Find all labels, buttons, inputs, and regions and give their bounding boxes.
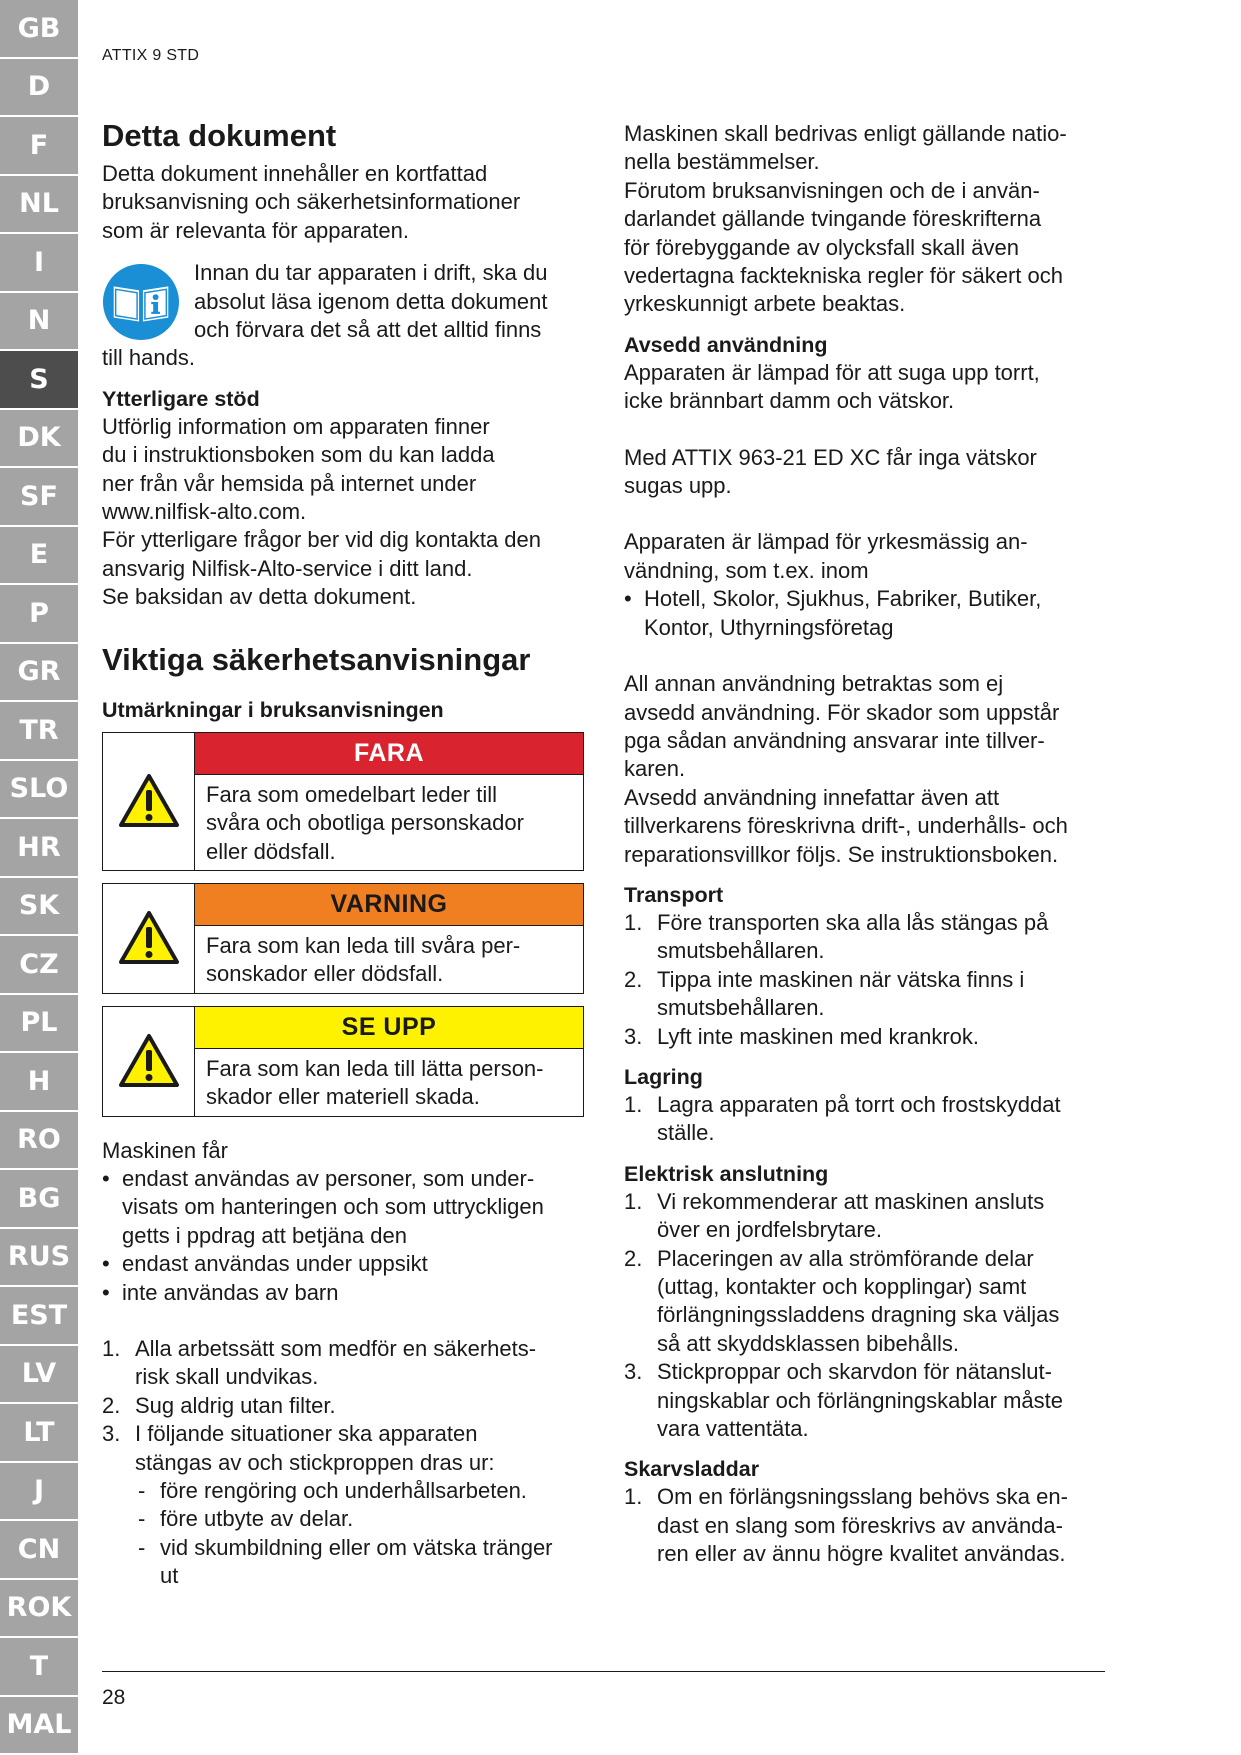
notice-line: och förvara det så att det alltid finns — [194, 317, 542, 343]
doc-intro-line: Detta dokument innehåller en kortfattad — [102, 161, 488, 186]
list-item: • endast användas av personer, som under- visats om hanteringen och som uttryckligen getts i ppdrag att betjäna den — [102, 1165, 588, 1250]
transport-list — [624, 909, 1109, 1051]
text-line: Med ATTIX 963-21 ED XC får inga vätskor — [624, 444, 1037, 470]
list-item: • inte användas av barn — [102, 1279, 588, 1307]
machine-may-list — [102, 1165, 588, 1307]
hazard-text-line: Fara som kan leda till svåra per- — [206, 932, 521, 958]
doc-intro — [102, 160, 588, 245]
warning-triangle-icon — [103, 733, 195, 870]
language-tab-hr[interactable]: HR — [0, 819, 78, 878]
extension-cords-heading: Skarvsladdar — [624, 1457, 760, 1482]
hazard-text-line: skador eller materiell skada. — [206, 1084, 480, 1110]
read-manual-notice — [102, 259, 588, 373]
text-line: vändning, som t.ex. inom — [624, 557, 869, 583]
language-tab-nl[interactable]: NL — [0, 176, 78, 235]
list-item: 1. Alla arbetssätt som medför en säkerhets- risk skall undvikas. — [102, 1335, 537, 1390]
hazard-text-line: svåra och obotliga personskador — [206, 810, 524, 836]
text-line: darlandet gällande tvingande föreskrifterna — [624, 206, 1042, 232]
markings-heading: Utmärkningar i bruksanvisningen — [102, 697, 444, 722]
list-item: 3. Lyft inte maskinen med krankrok. — [624, 1023, 979, 1049]
intended-use-examples — [624, 585, 1109, 642]
text-line: Avsedd användning innefattar även att — [624, 784, 1000, 810]
text-line: reparationsvillkor följs. Se instruktionsboken. — [624, 841, 1059, 867]
text-line: All annan användning betraktas som ej — [624, 671, 1004, 697]
manual-info-icon — [102, 263, 180, 341]
text-line: pga sådan användning ansvarar inte tillver- — [624, 727, 1045, 753]
hazard-text-line: eller dödsfall. — [206, 838, 336, 864]
notice-line: till hands. — [102, 345, 195, 371]
list-item: 2. Placeringen av alla strömförande delar (uttag, kontakter och kopplingar) samt förlängningssladdens dragning ska väljas så att skyddsklassen bibehålls. — [624, 1245, 1060, 1356]
storage-heading: Lagring — [624, 1064, 703, 1089]
language-tab-cz[interactable]: CZ — [0, 936, 78, 995]
language-tab-lt[interactable]: LT — [0, 1404, 78, 1463]
language-tab-s[interactable]: S — [0, 351, 78, 410]
page-number: 28 — [102, 1686, 126, 1709]
warning-triangle-icon — [103, 1007, 195, 1116]
list-item: 2. Sug aldrig utan filter. — [102, 1392, 336, 1418]
list-item: • endast användas under uppsikt — [102, 1250, 588, 1278]
left-column — [102, 118, 588, 1591]
support-text — [102, 413, 588, 612]
support-line: du i instruktionsboken som du kan ladda — [102, 442, 495, 468]
list-item: 1. Före transporten ska alla lås stängas på smutsbehållaren. — [624, 909, 1049, 964]
language-tab-mal[interactable]: MAL — [0, 1697, 78, 1755]
language-tab-est[interactable]: EST — [0, 1287, 78, 1346]
text-line: vedertagna facktekniska regler för säkert och — [624, 263, 1064, 289]
hazard-level-caution: SE UPP — [195, 1007, 583, 1049]
list-item: - före rengöring och underhållsarbeten. — [135, 1477, 588, 1505]
hazard-text-line: Fara som kan leda till lätta person- — [206, 1055, 544, 1081]
language-tab-p[interactable]: P — [0, 585, 78, 644]
hazard-box-caution — [102, 1006, 584, 1117]
language-tab-tr[interactable]: TR — [0, 702, 78, 761]
transport-heading: Transport — [624, 882, 724, 907]
language-tab-gr[interactable]: GR — [0, 644, 78, 703]
notice-line: Innan du tar apparaten i drift, ska du — [194, 260, 548, 286]
language-tab-sk[interactable]: SK — [0, 878, 78, 937]
safety-heading: Viktiga säkerhetsanvisningar — [102, 641, 531, 677]
language-tab-t[interactable]: T — [0, 1638, 78, 1697]
language-tab-h[interactable]: H — [0, 1053, 78, 1112]
language-tab-bg[interactable]: BG — [0, 1170, 78, 1229]
language-tab-gb[interactable]: GB — [0, 0, 78, 59]
list-item: 1. Vi rekommenderar att maskinen ansluts över en jordfelsbrytare. — [624, 1188, 1045, 1243]
hazard-box-danger — [102, 732, 584, 871]
support-website-line: www.nilfisk-alto.com. — [102, 499, 307, 525]
extension-cords-list — [624, 1483, 1109, 1568]
text-line: för förebyggande av olycksfall skall även — [624, 234, 1019, 260]
language-tab-ro[interactable]: RO — [0, 1112, 78, 1171]
text-line: yrkeskunnigt arbete beaktas. — [624, 291, 906, 317]
hazard-box-warning — [102, 883, 584, 994]
text-line: sugas upp. — [624, 473, 732, 499]
text-line: Apparaten är lämpad för yrkesmässig an- — [624, 529, 1028, 555]
language-tab-strip — [0, 0, 78, 1755]
hazard-level-warning: VARNING — [195, 884, 583, 926]
language-tab-e[interactable]: E — [0, 527, 78, 586]
language-tab-n[interactable]: N — [0, 293, 78, 352]
list-item: 2. Tippa inte maskinen när vätska finns i smutsbehållaren. — [624, 966, 1025, 1021]
support-line: För ytterligare frågor ber vid dig kontakta den — [102, 527, 542, 553]
language-tab-dk[interactable]: DK — [0, 410, 78, 469]
support-line: ansvarig Nilfisk-Alto-service i ditt land. — [102, 555, 473, 581]
intended-use-heading: Avsedd användning — [624, 332, 828, 357]
support-line: Se baksidan av detta dokument. — [102, 584, 417, 610]
notice-line: absolut läsa igenom detta dokument — [194, 288, 548, 314]
text-line: Förutom bruksanvisningen och de i använ- — [624, 177, 1040, 203]
support-line: ner från vår hemsida på internet under — [102, 470, 477, 496]
regulations-text — [624, 120, 1109, 319]
language-tab-sf[interactable]: SF — [0, 468, 78, 527]
list-item: 3. Stickproppar och skarvdon för nätanslut- ningskablar och förlängningskablar måste vara vattentäta. — [624, 1359, 1064, 1442]
language-tab-d[interactable]: D — [0, 59, 78, 118]
text-line: Apparaten är lämpad för att suga upp torrt, — [624, 359, 1040, 385]
hazard-text-line: Fara som omedelbart leder till — [206, 781, 498, 807]
safety-rules-list — [102, 1335, 588, 1477]
list-item: 3. I följande situationer ska apparaten stängas av och stickproppen dras ur: — [102, 1421, 495, 1475]
electrical-heading: Elektrisk anslutning — [624, 1161, 829, 1186]
language-tab-lv[interactable]: LV — [0, 1346, 78, 1405]
text-line: nella bestämmelser. — [624, 149, 820, 175]
language-tab-rok[interactable]: ROK — [0, 1580, 78, 1639]
doc-intro-line: bruksanvisning och säkerhetsinformationer — [102, 189, 521, 215]
list-item: - vid skumbildning eller om vätska tränger ut — [135, 1534, 588, 1591]
list-item: • Hotell, Skolor, Sjukhus, Fabriker, Butiker, Kontor, Uthyrningsföretag — [624, 585, 1109, 642]
electrical-list — [624, 1188, 1109, 1444]
page-header-model: ATTIX 9 STD — [102, 47, 200, 64]
language-tab-cn[interactable]: CN — [0, 1521, 78, 1580]
hazard-text-line: sonskador eller dödsfall. — [206, 961, 444, 987]
hazard-level-danger: FARA — [195, 733, 583, 775]
language-tab-j[interactable]: J — [0, 1463, 78, 1522]
language-tab-i[interactable]: I — [0, 234, 78, 293]
list-item: 1. Om en förlängsningsslang behövs ska en- dast en slang som föreskrivs av använda- ren eller av ännu högre kvalitet användas. — [624, 1484, 1068, 1567]
language-tab-slo[interactable]: SLO — [0, 761, 78, 820]
doc-intro-line: som är relevanta för apparaten. — [102, 217, 409, 243]
language-tab-rus[interactable]: RUS — [0, 1229, 78, 1288]
text-line: avsedd användning. För skador som uppstår — [624, 699, 1060, 725]
storage-list — [624, 1091, 1109, 1148]
text-line: tillverkarens föreskrivna drift-, underhålls- och — [624, 813, 1068, 839]
text-line: Maskinen skall bedrivas enligt gällande natio- — [624, 121, 1067, 146]
list-item: - före utbyte av delar. — [135, 1505, 588, 1533]
text-line: icke brännbart damm och vätskor. — [624, 388, 955, 414]
machine-may-label: Maskinen får — [102, 1137, 228, 1163]
warning-triangle-icon — [103, 884, 195, 993]
support-heading: Ytterligare stöd — [102, 386, 260, 411]
support-line: Utförlig information om apparaten finner — [102, 413, 490, 439]
text-line: karen. — [624, 756, 686, 782]
right-column — [624, 120, 1109, 1569]
list-item: 1. Lagra apparaten på torrt och frostskyddat ställe. — [624, 1091, 1061, 1146]
footer-rule — [102, 1671, 1105, 1672]
switch-off-situations-list — [102, 1477, 588, 1591]
language-tab-pl[interactable]: PL — [0, 995, 78, 1054]
doc-heading: Detta dokument — [102, 118, 337, 153]
language-tab-f[interactable]: F — [0, 117, 78, 176]
